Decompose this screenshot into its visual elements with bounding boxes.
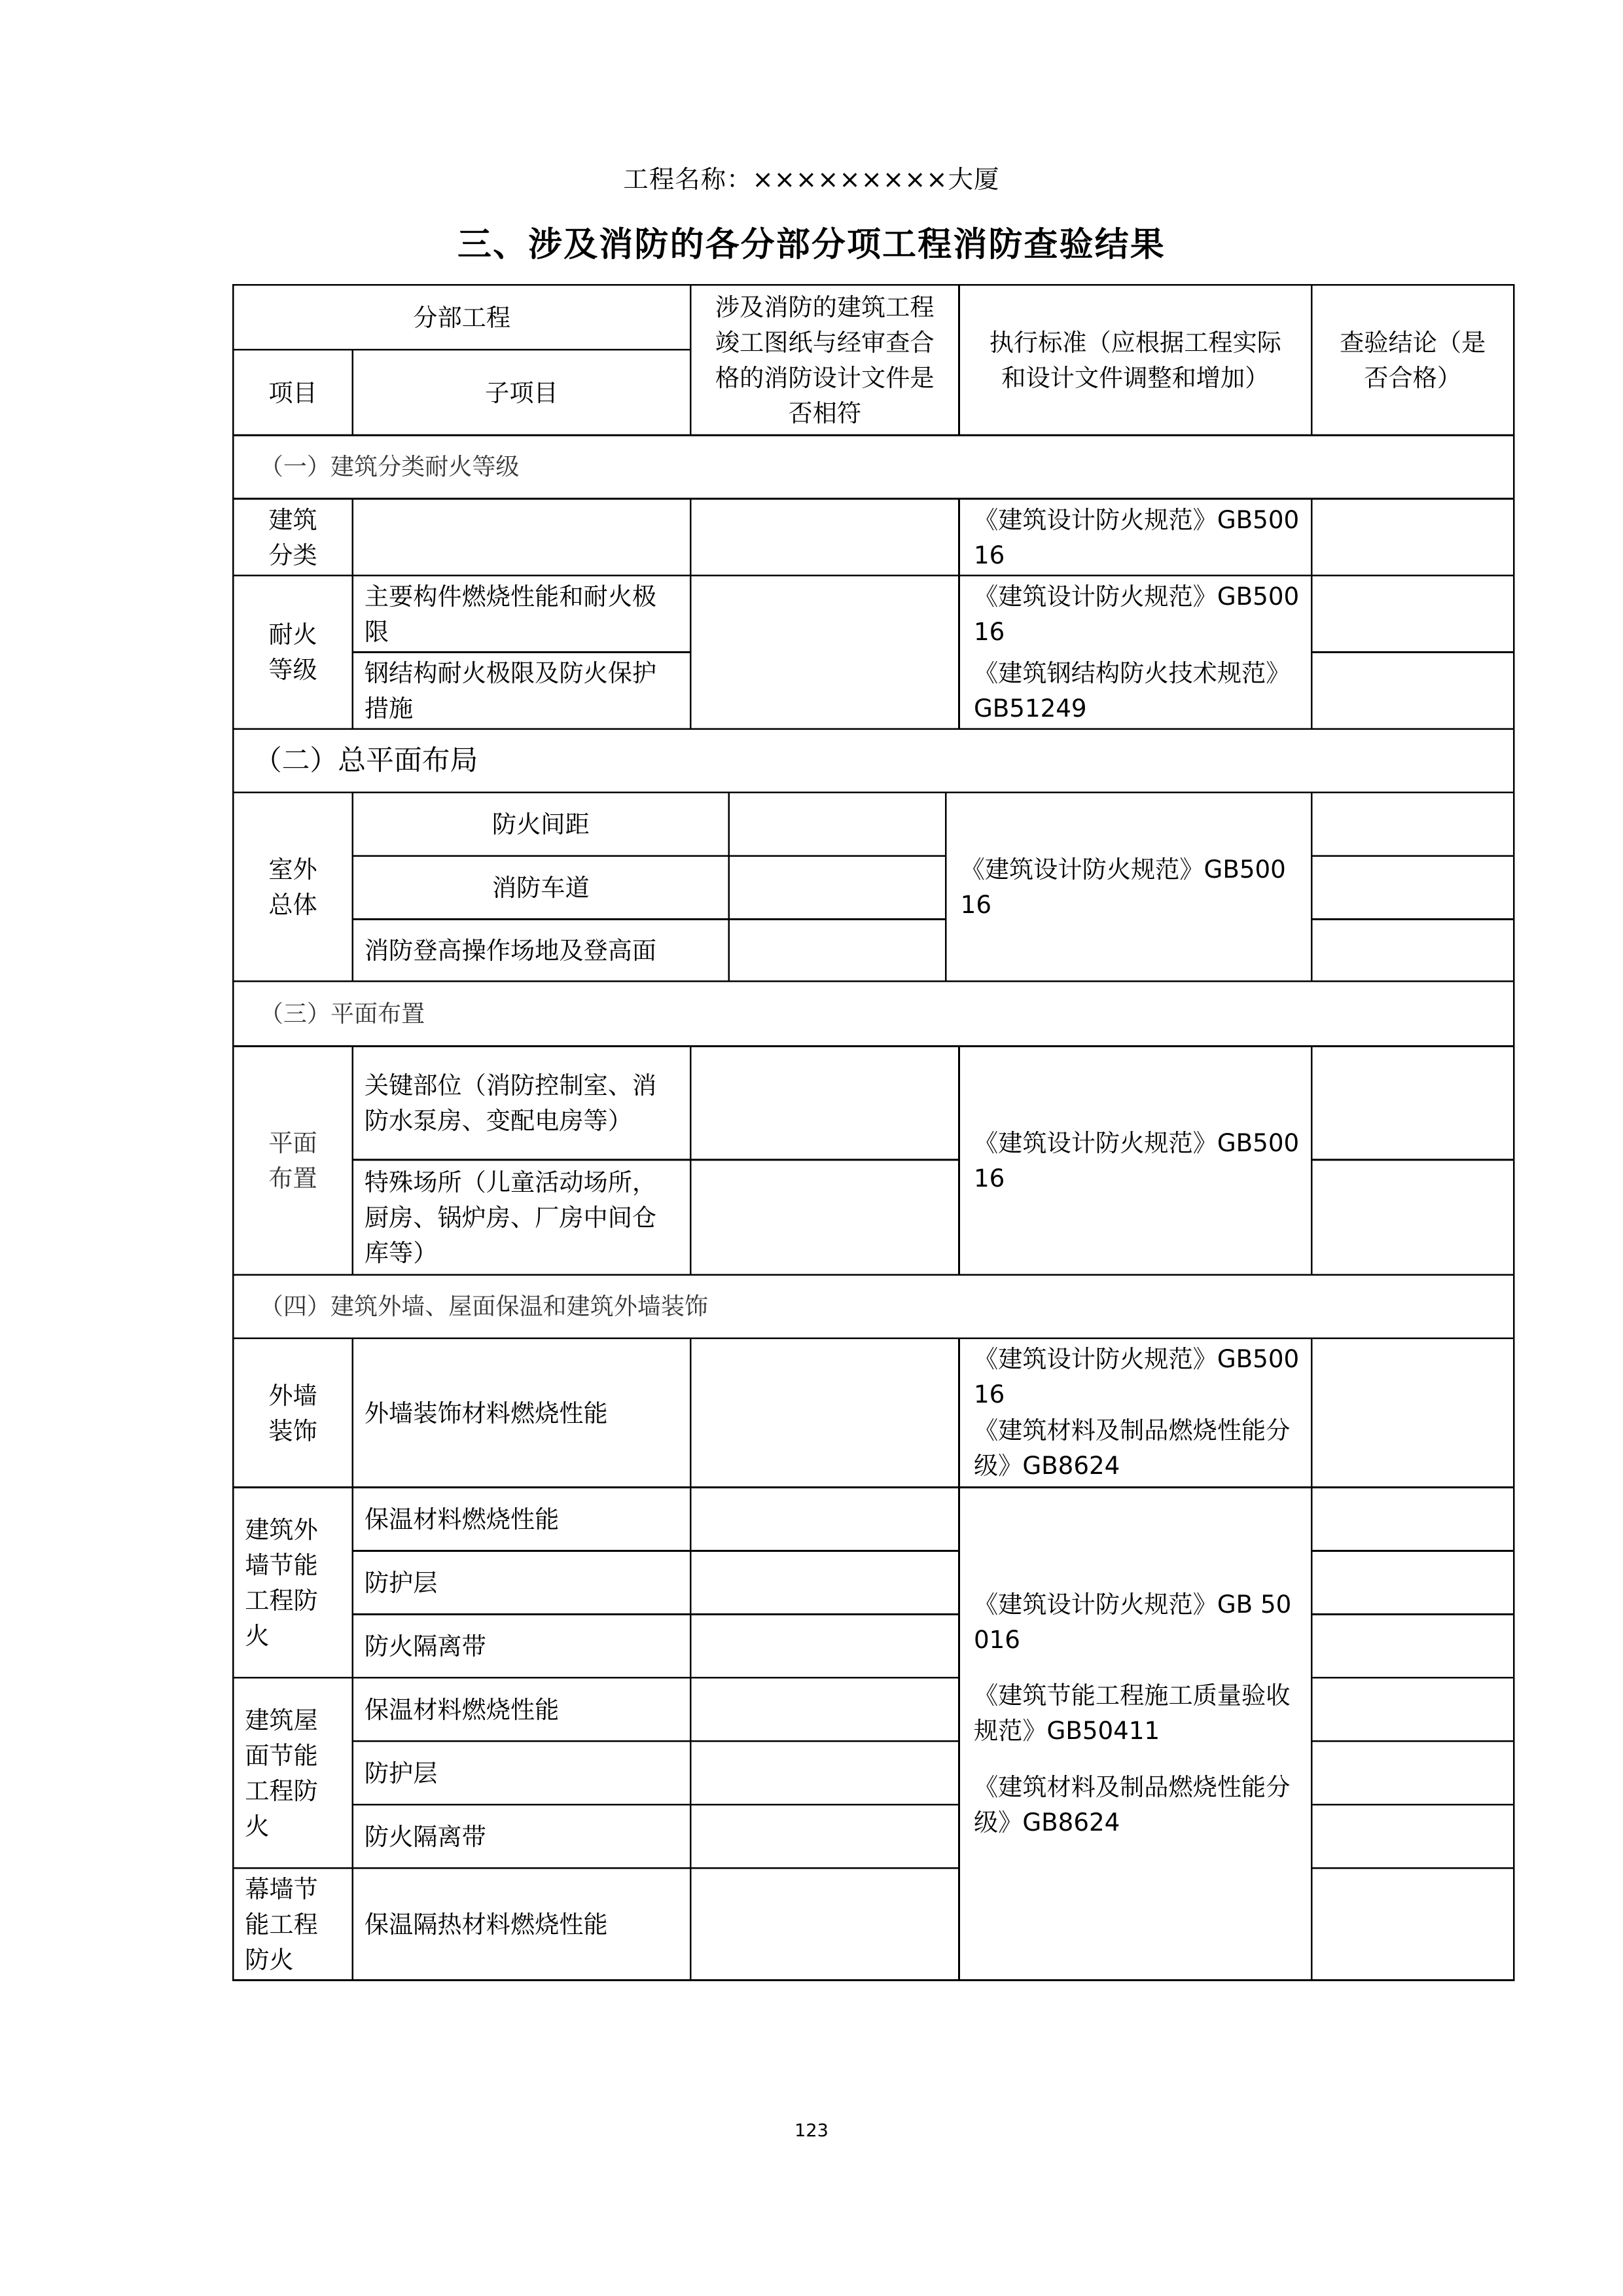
sub-item-label: 主要构件燃烧性能和耐火极限 [364, 581, 657, 646]
standard-text: 《建筑设计防火规范》GB50016 [960, 854, 1286, 919]
item-label: 外墙装饰 [268, 1380, 317, 1445]
section-title: （四）建筑外墙、屋面保温和建筑外墙装饰 [259, 1293, 708, 1321]
header-standard: 执行标准（应根据工程实际和设计文件调整和增加） [989, 327, 1281, 393]
item-label: 幕墙节能工程防火 [245, 1874, 318, 1974]
sub-item-label: 防火隔离带 [364, 1821, 486, 1851]
section-title: （二）总平面布局 [253, 744, 478, 778]
header-division: 分部工程 [413, 302, 511, 332]
standard-text [959, 1587, 1311, 1882]
sub-item-label: 钢结构耐火极限及防火保护措施 [364, 658, 657, 723]
section-title: （三）平面布置 [259, 999, 425, 1028]
section-title: （一）建筑分类耐火等级 [259, 453, 520, 481]
header-drawing-match: 涉及消防的建筑工程竣工图纸与经审查合格的消防设计文件是否相符 [715, 292, 935, 428]
sub-item-label: 消防登高操作场地及登高面 [364, 935, 657, 965]
item-label: 建筑屋面节能工程防火 [245, 1705, 318, 1840]
sub-item-label: 防护层 [364, 1758, 438, 1787]
sub-item-label: 防护层 [364, 1568, 438, 1597]
standard-text: 《建筑设计防火规范》GB50016 [973, 1128, 1300, 1193]
item-label: 平面布置 [268, 1128, 317, 1193]
standard-text: 《建筑钢结构防火技术规范》GB51249 [973, 658, 1291, 723]
sub-item-label: 保温隔热材料燃烧性能 [364, 1909, 608, 1939]
item-label: 耐火等级 [268, 620, 317, 685]
page-number: 123 [794, 2120, 829, 2141]
standard-text: 《建筑设计防火规范》GB50016 [973, 505, 1300, 569]
standard-text [959, 1338, 1311, 1488]
page-title: 三、涉及消防的各分部分项工程消防查验结果 [457, 225, 1166, 265]
item-label: 室外总体 [268, 854, 317, 919]
standard-line: 《建筑节能工程施工质量验收规范》GB50411 [973, 1681, 1291, 1746]
header-sub-item: 子项目 [485, 378, 558, 407]
sub-item-label: 保温材料燃烧性能 [364, 1695, 560, 1724]
sub-item-label: 保温材料燃烧性能 [364, 1504, 560, 1534]
sub-item-label: 特殊场所（儿童活动场所，厨房、锅炉房、厂房中间仓库等） [364, 1167, 657, 1267]
standard-text: 《建筑设计防火规范》GB50016 [973, 581, 1300, 646]
header-conclusion: 查验结论（是否合格） [1340, 327, 1486, 393]
standard-line: 《建筑材料及制品燃烧性能分级》GB8624 [973, 1772, 1291, 1837]
sub-item-label: 防火间距 [491, 810, 590, 839]
sub-item-label: 防火隔离带 [364, 1631, 486, 1660]
standard-line: 《建筑设计防火规范》GB 50016 [973, 1589, 1292, 1654]
sub-item-label: 外墙装饰材料燃烧性能 [364, 1398, 608, 1427]
project-name: 工程名称：×××××××××大厦 [623, 165, 1000, 195]
standard-line: 《建筑材料及制品燃烧性能分级》GB8624 [973, 1415, 1291, 1480]
item-label: 建筑外墙节能工程防火 [245, 1515, 318, 1651]
sub-item-label: 消防车道 [491, 873, 590, 903]
item-label: 建筑分类 [268, 505, 317, 569]
sub-item-label: 关键部位（消防控制室、消防水泵房、变配电房等） [364, 1071, 657, 1136]
header-item: 项目 [268, 378, 317, 407]
standard-line: 《建筑设计防火规范》GB50016 [973, 1344, 1300, 1409]
